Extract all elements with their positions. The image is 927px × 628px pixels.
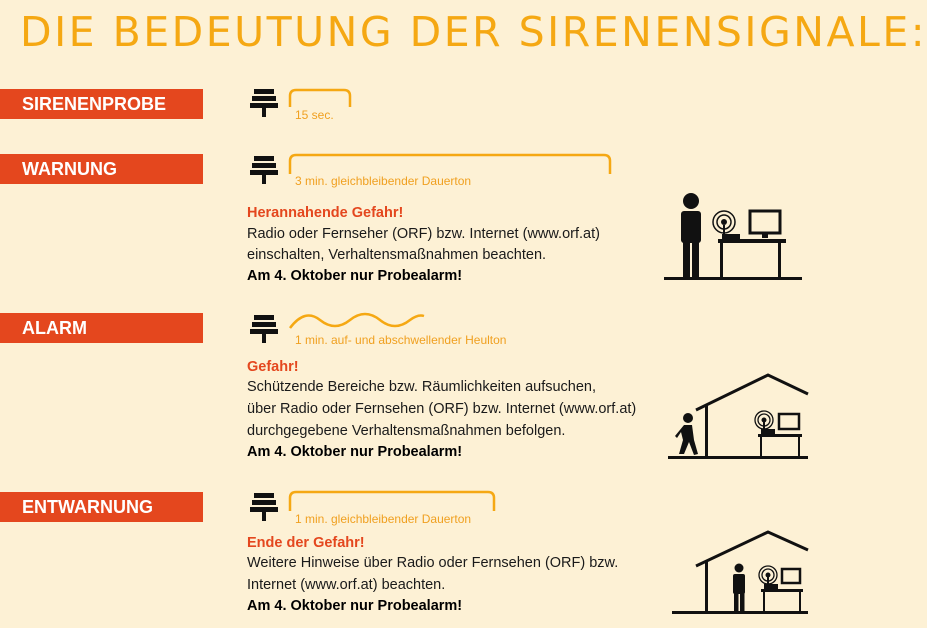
section-label-warnung: WARNUNG xyxy=(0,154,203,184)
section-label-sirenenprobe: SIRENENPROBE xyxy=(0,89,203,119)
duration-entwarnung: 1 min. gleichbleibender Dauerton xyxy=(295,512,472,526)
text-entwarnung-line-1: Weitere Hinweise über Radio oder Fernsehen (ORF) bzw. xyxy=(247,555,619,571)
text-entwarnung-line-2: Internet (www.orf.at) beachten. xyxy=(247,577,446,593)
person-walking-into-house-icon xyxy=(668,372,808,460)
duration-alarm: 1 min. auf- und abschwellender Heulton xyxy=(295,333,507,347)
tone-short-icon xyxy=(288,88,354,108)
person-in-house-icon xyxy=(672,530,808,614)
siren-icon xyxy=(250,490,278,522)
siren-icon xyxy=(250,153,278,185)
note-entwarnung: Am 4. Oktober nur Probealarm! xyxy=(247,598,463,614)
siren-icon xyxy=(250,312,278,344)
siren-icon xyxy=(250,86,278,118)
note-warnung: Am 4. Oktober nur Probealarm! xyxy=(247,268,463,284)
tone-steady-icon xyxy=(288,153,614,175)
page-title: DIE BEDEUTUNG DER SIRENENSIGNALE: xyxy=(20,8,927,56)
duration-sirenenprobe: 15 sec. xyxy=(295,108,334,122)
text-alarm-line-1: Schützende Bereiche bzw. Räumlichkeiten aufsuchen, xyxy=(247,379,597,395)
note-alarm: Am 4. Oktober nur Probealarm! xyxy=(247,444,463,460)
text-warnung-line-2: einschalten, Verhaltensmaßnahmen beachten. xyxy=(247,247,547,263)
section-label-entwarnung: ENTWARNUNG xyxy=(0,492,203,522)
section-label-alarm: ALARM xyxy=(0,313,203,343)
text-warnung-line-1: Radio oder Fernseher (ORF) bzw. Internet (www.orf.at) xyxy=(247,226,600,242)
tone-wailing-icon xyxy=(288,308,428,332)
heading-alarm: Gefahr! xyxy=(247,359,299,375)
heading-warnung: Herannahende Gefahr! xyxy=(247,205,404,221)
tone-steady-icon xyxy=(288,490,500,512)
heading-entwarnung: Ende der Gefahr! xyxy=(247,535,365,551)
duration-warnung: 3 min. gleichbleibender Dauerton xyxy=(295,174,472,188)
text-alarm-line-2: über Radio oder Fernsehen (ORF) bzw. Internet (www.orf.at) xyxy=(247,401,637,417)
person-watching-tv-icon xyxy=(664,192,802,282)
text-alarm-line-3: durchgegebene Verhaltensmaßnahmen befolgen. xyxy=(247,423,566,439)
